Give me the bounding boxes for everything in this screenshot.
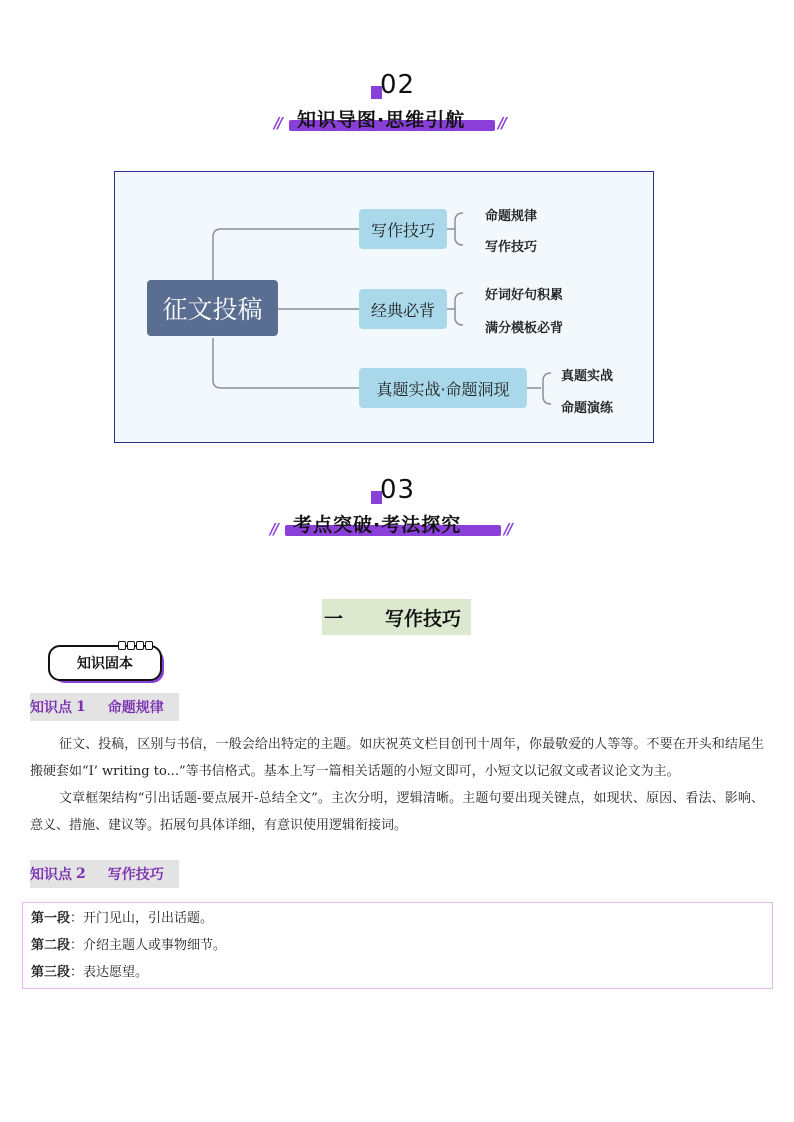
kp-title: 命题规律 — [107, 700, 164, 716]
knowledge-point-label — [30, 860, 179, 888]
mind-map-branch: 真题实战·命题洞现 — [359, 368, 527, 408]
paragraph: 征文、投稿，区别与书信，一般会给出特定的主题。如庆祝英文栏目创刊十周年，你最敬爱的人等等。不要在开头和结尾生搬硬套如“I’ writing to...”等书信格式。基本上写一篇相关话题的小短文即可，小短文以记叙文或者议论文为主。 — [30, 737, 764, 779]
knowledge-badge-label: 知识固本 — [77, 656, 133, 672]
kp-prefix: 知识点 — [30, 867, 72, 883]
kp-number: 1 — [76, 699, 86, 715]
knowledge-badge — [48, 645, 162, 681]
mind-map-leaf: 满分模板必背 — [485, 321, 564, 336]
mind-map-branch: 写作技巧 — [359, 209, 447, 249]
mind-map-leaf: 写作技巧 — [485, 240, 538, 255]
outline-line — [31, 934, 226, 953]
badge-tab — [118, 641, 126, 650]
section-title-deco-right: // — [498, 114, 505, 132]
paragraph: 文章框架结构“引出话题-要点展开-总结全文”。主次分明，逻辑清晰。主题句要出现关键点，如现状、原因、看法、影响、意义、措施、建议等。拓展句具体详细，有意识使用逻辑衔接词。 — [30, 791, 764, 833]
kp-title: 写作技巧 — [107, 867, 164, 883]
topic-banner — [322, 599, 471, 635]
mind-map — [114, 171, 654, 443]
section-title-deco-right: // — [504, 520, 511, 538]
kp-prefix: 知识点 — [30, 700, 72, 716]
badge-tab — [127, 641, 135, 650]
badge-tab — [136, 641, 144, 650]
section-title: 知识导图·思维引航 — [297, 109, 466, 131]
outline-line-text: ：开门见山，引出话题。 — [70, 911, 214, 926]
section-title: 考点突破·考法探究 — [293, 514, 462, 536]
mind-map-branch: 经典必背 — [359, 289, 447, 329]
section-number: 02 — [380, 70, 416, 100]
mind-map-leaf: 命题演练 — [561, 401, 614, 416]
section-number: 03 — [380, 475, 416, 505]
topic-banner-index: 一 — [324, 607, 344, 630]
outline-line-label: 第二段 — [31, 938, 71, 953]
outline-line — [31, 961, 148, 980]
mind-map-root: 征文投稿 — [147, 280, 278, 336]
outline-line — [31, 907, 213, 926]
outline-line-text: ：介绍主题人或事物细节。 — [70, 938, 227, 953]
kp-number: 2 — [76, 866, 86, 882]
badge-tab — [145, 641, 153, 650]
outline-line-label: 第三段 — [31, 965, 71, 980]
section-title-deco-left: // — [274, 114, 281, 132]
topic-banner-title: 写作技巧 — [385, 607, 462, 630]
mind-map-leaf: 好词好句积累 — [485, 288, 564, 303]
outline-line-text: ：表达愿望。 — [70, 965, 149, 980]
mind-map-leaf: 命题规律 — [485, 209, 538, 224]
knowledge-point-label — [30, 693, 179, 721]
outline-line-label: 第一段 — [31, 911, 71, 926]
outline-box — [22, 902, 773, 989]
mind-map-leaf: 真题实战 — [561, 369, 614, 384]
section-title-deco-left: // — [270, 520, 277, 538]
